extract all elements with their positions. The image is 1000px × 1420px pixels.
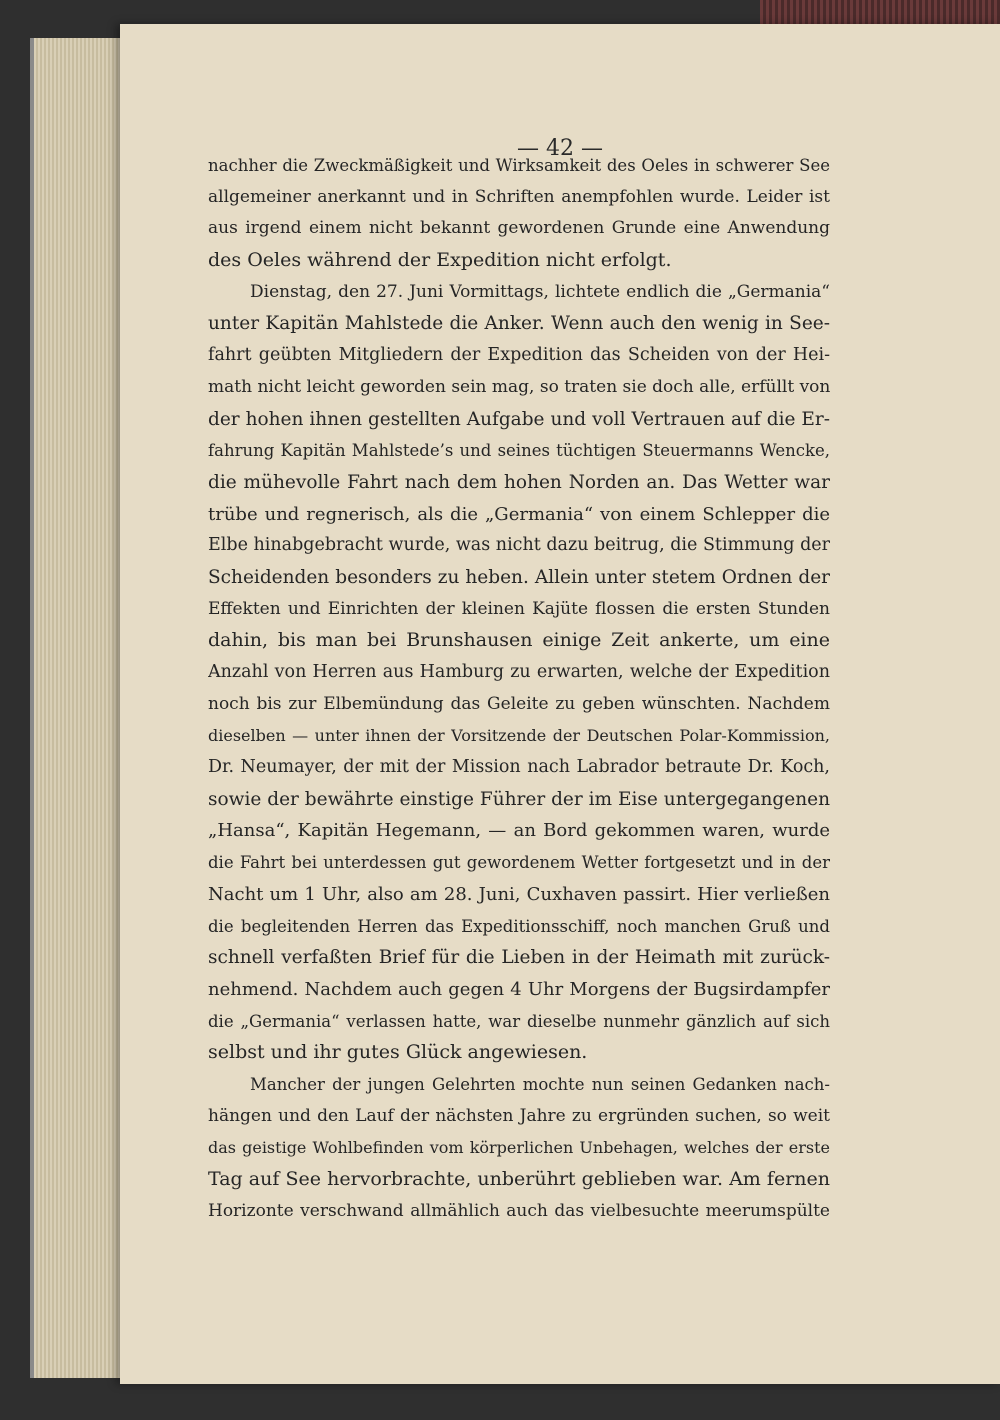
text-line: Elbe hinabgebracht wurde, was nicht dazu beitrug, die Stimmung der <box>208 535 830 556</box>
text-line: Dr. Neumayer, der mit der Mission nach Labrador betraute Dr. Koch, <box>208 757 830 778</box>
text-line: unter Kapitän Mahlstede die Anker. Wenn auch den wenig in See- <box>208 313 830 335</box>
text-line: nachher die Zweckmäßigkeit und Wirksamkeit des Oeles in schwerer See <box>208 156 830 175</box>
text-line: schnell verfaßten Brief für die Lieben in der Heimath mit zurück- <box>208 947 830 969</box>
text-line: des Oeles während der Expedition nicht erfolgt. <box>208 249 672 272</box>
text-line: Nacht um 1 Uhr, also am 28. Juni, Cuxhaven passirt. Hier verließen <box>208 883 830 905</box>
text-line: dahin, bis man bei Brunshausen einige Zeit ankerte, um eine <box>208 629 830 652</box>
text-line: Scheidenden besonders zu heben. Allein unter stetem Ordnen der <box>208 566 830 588</box>
text-line: hängen und den Lauf der nächsten Jahre zu ergründen suchen, so weit <box>208 1105 830 1126</box>
text-line: die „Germania“ verlassen hatte, war dieselbe nunmehr gänzlich auf sich <box>208 1011 830 1031</box>
text-line: „Hansa“, Kapitän Hegemann, — an Bord gekommen waren, wurde <box>208 820 830 842</box>
text-line: dieselben — unter ihnen der Vorsitzende der Deutschen Polar-Kommission, <box>208 726 830 746</box>
text-line: die mühevolle Fahrt nach dem hohen Norden an. Das Wetter war <box>208 471 830 493</box>
text-line: fahrt geübten Mitgliedern der Expedition das Scheiden von der Hei- <box>208 345 830 366</box>
text-line: Effekten und Einrichten der kleinen Kajüte flossen die ersten Stunden <box>208 598 830 619</box>
text-line: Horizonte verschwand allmählich auch das vielbesuchte meerumspülte <box>208 1200 830 1221</box>
text-line: aus irgend einem nicht bekannt gewordenen Grunde eine Anwendung <box>208 218 830 239</box>
text-line: der hohen ihnen gestellten Aufgabe und voll Vertrauen auf die Er- <box>208 408 830 430</box>
body-text <box>208 150 830 1227</box>
text-line: die begleitenden Herren das Expeditionsschiff, noch manchen Gruß und <box>208 916 830 936</box>
text-line: noch bis zur Elbemündung das Geleite zu geben wünschten. Nachdem <box>208 693 830 714</box>
text-line: Anzahl von Herren aus Hamburg zu erwarten, welche der Expedition <box>208 662 830 682</box>
text-line: die Fahrt bei unterdessen gut gewordenem Wetter fortgesetzt und in der <box>208 853 830 873</box>
text-line: nehmend. Nachdem auch gegen 4 Uhr Morgens der Bugsirdampfer <box>208 978 830 1000</box>
text-line: Mancher der jungen Gelehrten mochte nun seinen Gedanken nach- <box>250 1074 830 1094</box>
text-line: sowie der bewährte einstige Führer der im Eise untergegangenen <box>208 788 830 810</box>
text-line: Tag auf See hervorbrachte, unberührt geblieben war. Am fernen <box>208 1168 830 1190</box>
text-line: allgemeiner anerkannt und in Schriften anempfohlen wurde. Leider ist <box>208 186 830 207</box>
text-line: Dienstag, den 27. Juni Vormittags, lichtete endlich die „Germania“ <box>250 281 830 302</box>
text-line: trübe und regnerisch, als die „Germania“ von einem Schlepper die <box>208 503 830 525</box>
text-line: selbst und ihr gutes Glück angewiesen. <box>208 1041 588 1064</box>
text-line: math nicht leicht geworden sein mag, so traten sie doch alle, erfüllt von <box>208 376 830 397</box>
text-line: fahrung Kapitän Mahlstede’s und seines tüchtigen Steuermanns Wencke, <box>208 441 830 461</box>
text-line: das geistige Wohlbefinden vom körperlichen Unbehagen, welches der erste <box>208 1138 830 1158</box>
page-number: — 42 — <box>517 136 603 161</box>
